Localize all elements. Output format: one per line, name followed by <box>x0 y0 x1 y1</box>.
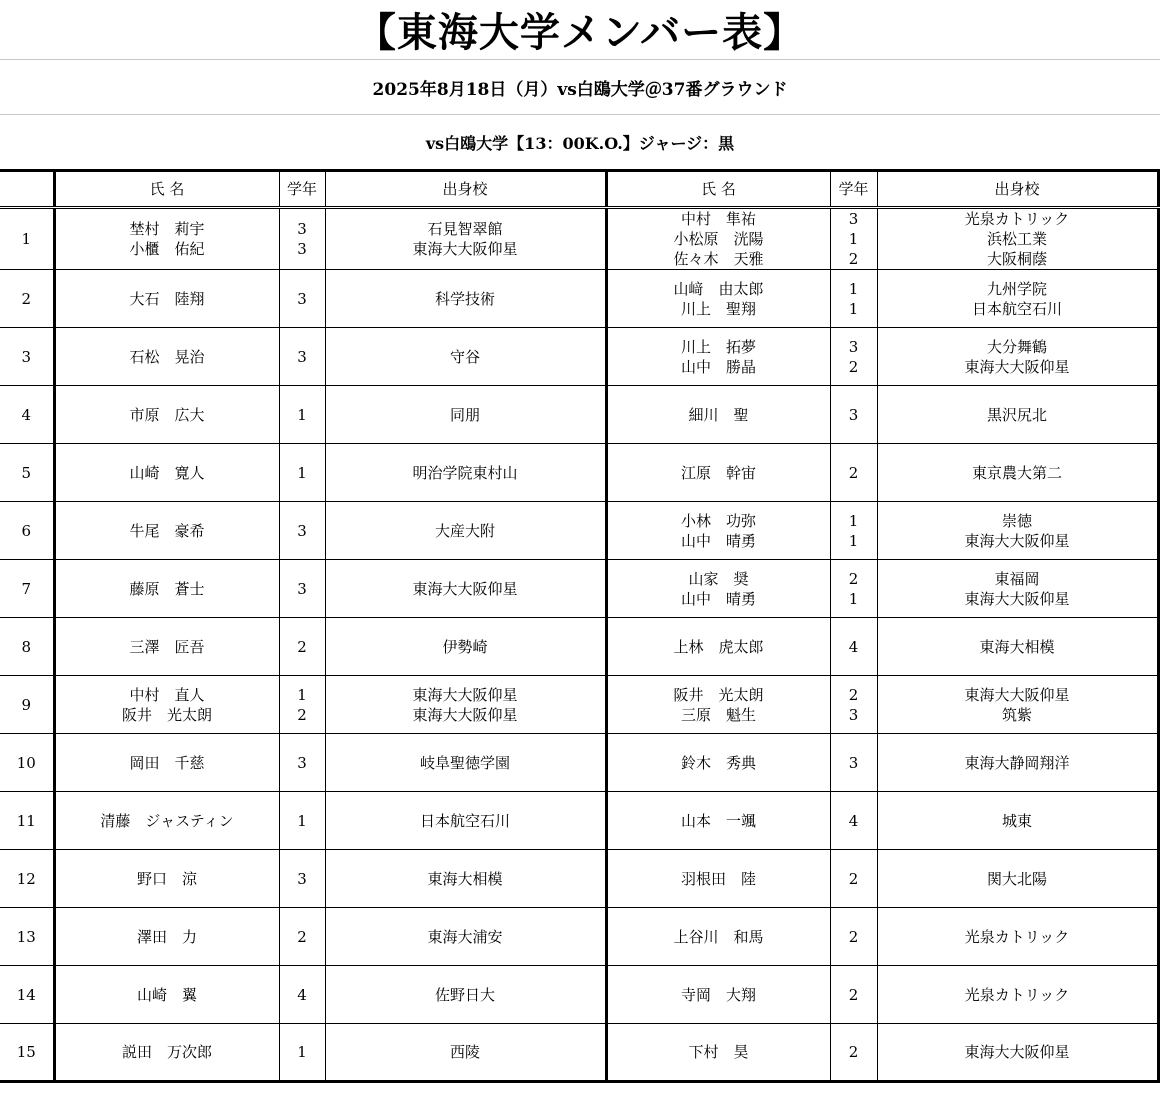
table-row <box>0 502 1158 560</box>
starter-school-cell <box>325 328 606 386</box>
player-school: 浜松工業 <box>986 230 1047 248</box>
table-row <box>0 792 1158 850</box>
player-grade: 2 <box>848 927 859 946</box>
player-school: 明治学院東村山 <box>412 463 518 482</box>
starter-school-cell <box>325 560 606 618</box>
sub-name-cell <box>606 560 830 618</box>
player-school: 光泉カトリック <box>964 210 1070 228</box>
sub-name-cell <box>606 850 830 908</box>
player-school: 東海大浦安 <box>427 927 503 946</box>
sub-school-cell <box>877 850 1158 908</box>
starter-name-cell <box>54 502 279 560</box>
sub-name-cell <box>606 386 830 444</box>
row-number: 3 <box>0 328 54 386</box>
sub-grade-cell <box>830 676 877 734</box>
player-school: 日本航空石川 <box>419 811 510 830</box>
row-number: 15 <box>0 1024 54 1082</box>
player-name: 上谷川 和馬 <box>673 927 764 946</box>
player-school: 東海大大阪仰星 <box>412 685 518 704</box>
player-name: 埜村 莉宇 <box>129 220 205 238</box>
sub-school-cell <box>877 676 1158 734</box>
sub-name-cell <box>606 1024 830 1082</box>
player-school: 科学技術 <box>434 289 495 308</box>
player-school: 大産大附 <box>434 521 495 540</box>
player-school: 城東 <box>1001 811 1032 830</box>
row-number: 13 <box>0 908 54 966</box>
sub-school-cell <box>877 328 1158 386</box>
player-school: 佐野日大 <box>434 985 495 1004</box>
player-name: 小櫃 佑紀 <box>129 240 205 258</box>
sub-name-cell <box>606 618 830 676</box>
player-name: 山中 晴勇 <box>680 531 756 550</box>
starter-grade-cell <box>279 908 325 966</box>
row-number: 5 <box>0 444 54 502</box>
player-school: 関大北陽 <box>986 869 1047 888</box>
player-school: 東海大相模 <box>979 637 1055 656</box>
player-name: 川上 聖翔 <box>680 299 756 318</box>
player-school: 大分舞鶴 <box>986 337 1047 356</box>
sub-grade-cell <box>830 1024 877 1082</box>
player-grade: 4 <box>297 985 307 1004</box>
table-row <box>0 328 1158 386</box>
player-name: 山中 勝晶 <box>680 357 756 376</box>
sub-school-cell <box>877 208 1158 270</box>
player-grade: 4 <box>848 811 859 830</box>
starter-school-cell <box>325 908 606 966</box>
row-number: 4 <box>0 386 54 444</box>
player-grade: 1 <box>848 511 859 530</box>
starter-school-cell <box>325 502 606 560</box>
player-name: 小林 功弥 <box>680 511 756 530</box>
player-name: 大石 陸翔 <box>129 289 205 308</box>
table-row <box>0 734 1158 792</box>
player-school: 日本航空石川 <box>971 299 1062 318</box>
sub-school-cell <box>877 734 1158 792</box>
sub-grade-cell <box>830 850 877 908</box>
player-name: 阪井 光太朗 <box>121 705 212 724</box>
player-school: 東海大大阪仰星 <box>412 705 518 724</box>
starter-grade-cell <box>279 386 325 444</box>
starter-school-cell <box>325 270 606 328</box>
player-grade: 4 <box>848 637 859 656</box>
player-school: 東海大大阪仰星 <box>964 531 1070 550</box>
starter-grade-cell <box>279 208 325 270</box>
player-name: 寺岡 大翔 <box>680 985 756 1004</box>
player-school: 九州学院 <box>986 279 1047 298</box>
starter-name-cell <box>54 618 279 676</box>
sub-name-cell <box>606 676 830 734</box>
player-school: 同朋 <box>449 405 480 424</box>
sub-school-cell <box>877 1024 1158 1082</box>
starter-school-cell <box>325 618 606 676</box>
player-grade: 2 <box>848 985 859 1004</box>
starter-grade-cell <box>279 560 325 618</box>
player-name: 山本 一颯 <box>680 811 756 830</box>
sub-school-cell <box>877 792 1158 850</box>
starter-school-cell <box>325 208 606 270</box>
sub-name-cell <box>606 966 830 1024</box>
player-grade: 1 <box>297 811 307 830</box>
table-row <box>0 676 1158 734</box>
sub-school-cell <box>877 908 1158 966</box>
player-school: 筑紫 <box>1001 705 1032 724</box>
player-name: 羽根田 陸 <box>680 869 756 888</box>
starter-name-cell <box>54 792 279 850</box>
table-row <box>0 560 1158 618</box>
player-name: 岡田 千慈 <box>129 753 205 772</box>
row-number: 7 <box>0 560 54 618</box>
player-school: 東海大静岡翔洋 <box>964 753 1070 772</box>
player-school: 東海大大阪仰星 <box>964 1043 1070 1061</box>
table-row <box>0 908 1158 966</box>
starter-grade-cell <box>279 328 325 386</box>
table-body <box>0 208 1158 1082</box>
player-school: 東海大大阪仰星 <box>412 240 518 258</box>
table-row <box>0 208 1158 270</box>
player-grade: 2 <box>848 869 859 888</box>
starter-name-cell <box>54 270 279 328</box>
starter-name-cell <box>54 908 279 966</box>
starter-name-cell <box>54 850 279 908</box>
sub-name-cell <box>606 328 830 386</box>
sub-grade-cell <box>830 328 877 386</box>
row-number: 1 <box>0 208 54 270</box>
starter-school-cell <box>325 386 606 444</box>
sub-school-cell <box>877 270 1158 328</box>
player-name: 上林 虎太郎 <box>673 637 764 656</box>
player-grade: 2 <box>297 637 307 656</box>
row-number: 10 <box>0 734 54 792</box>
sub-school-cell <box>877 502 1158 560</box>
player-name: 阪井 光太朗 <box>673 685 764 704</box>
header-sub-grade: 学年 <box>830 171 877 208</box>
sub-school-cell <box>877 444 1158 502</box>
player-school: 石見智翠館 <box>427 220 503 238</box>
sub-grade-cell <box>830 734 877 792</box>
sheet-title: 【東海大学メンバー表】 <box>0 0 1160 60</box>
player-name: 山崎 寛人 <box>129 463 205 482</box>
player-grade: 3 <box>848 405 859 424</box>
player-name: 下村 昊 <box>688 1043 749 1061</box>
player-grade: 1 <box>848 589 859 608</box>
sub-grade-cell <box>830 966 877 1024</box>
starter-grade-cell <box>279 444 325 502</box>
starter-name-cell <box>54 328 279 386</box>
player-grade: 1 <box>297 1043 307 1061</box>
player-school: 東福岡 <box>994 569 1040 588</box>
player-school: 黒沢尻北 <box>986 405 1047 424</box>
sub-school-cell <box>877 618 1158 676</box>
player-grade: 3 <box>297 579 307 598</box>
starter-name-cell <box>54 560 279 618</box>
player-school: 光泉カトリック <box>964 927 1070 946</box>
player-grade: 3 <box>297 220 307 238</box>
starter-school-cell <box>325 1024 606 1082</box>
header-starter-school: 出身校 <box>325 171 606 208</box>
player-name: 澤田 力 <box>136 927 197 946</box>
player-grade: 3 <box>297 521 307 540</box>
starter-name-cell <box>54 444 279 502</box>
sub-grade-cell <box>830 908 877 966</box>
starter-grade-cell <box>279 850 325 908</box>
player-grade: 1 <box>297 463 307 482</box>
player-grade: 2 <box>848 1043 859 1061</box>
sub-grade-cell <box>830 208 877 270</box>
player-name: 中村 直人 <box>129 685 205 704</box>
sub-name-cell <box>606 444 830 502</box>
player-name: 野口 涼 <box>136 869 197 888</box>
starter-grade-cell <box>279 1024 325 1082</box>
player-grade: 3 <box>297 753 307 772</box>
player-name: 三原 魁生 <box>680 705 756 724</box>
player-grade: 2 <box>848 463 859 482</box>
header-starter-name: 氏 名 <box>54 171 279 208</box>
header-starter-grade: 学年 <box>279 171 325 208</box>
starter-grade-cell <box>279 734 325 792</box>
player-name: 説田 万次郎 <box>121 1043 212 1061</box>
player-name: 山﨑 由太郎 <box>673 279 764 298</box>
sub-school-cell <box>877 386 1158 444</box>
player-name: 清藤 ジャスティン <box>100 811 234 830</box>
starter-name-cell <box>54 208 279 270</box>
sub-school-cell <box>877 560 1158 618</box>
table-row <box>0 618 1158 676</box>
sub-name-cell <box>606 502 830 560</box>
player-grade: 3 <box>297 240 307 258</box>
player-grade: 3 <box>848 210 859 228</box>
sub-grade-cell <box>830 618 877 676</box>
player-name: 牛尾 豪希 <box>129 521 205 540</box>
starter-school-cell <box>325 850 606 908</box>
row-number: 9 <box>0 676 54 734</box>
player-name: 山家 奨 <box>688 569 749 588</box>
sub-grade-cell <box>830 386 877 444</box>
sub-name-cell <box>606 208 830 270</box>
player-school: 崇徳 <box>1001 511 1032 530</box>
player-name: 藤原 蒼士 <box>129 579 205 598</box>
starter-grade-cell <box>279 676 325 734</box>
player-school: 東海大相模 <box>427 869 503 888</box>
starter-grade-cell <box>279 966 325 1024</box>
header-number <box>0 171 54 208</box>
table-row <box>0 850 1158 908</box>
table-row <box>0 386 1158 444</box>
player-name: 山中 晴勇 <box>680 589 756 608</box>
player-grade: 3 <box>848 337 859 356</box>
player-grade: 2 <box>297 705 307 724</box>
starter-grade-cell <box>279 502 325 560</box>
starter-name-cell <box>54 386 279 444</box>
starter-school-cell <box>325 444 606 502</box>
starter-school-cell <box>325 734 606 792</box>
player-school: 東海大大阪仰星 <box>412 579 518 598</box>
starter-name-cell <box>54 676 279 734</box>
member-table-container <box>0 169 1160 1083</box>
player-grade: 2 <box>848 685 859 704</box>
player-name: 江原 幹宙 <box>680 463 756 482</box>
starter-grade-cell <box>279 618 325 676</box>
player-school: 東京農大第二 <box>971 463 1062 482</box>
row-number: 12 <box>0 850 54 908</box>
sub-name-cell <box>606 734 830 792</box>
player-name: 佐々木 天雅 <box>673 250 764 268</box>
member-table <box>0 169 1160 1083</box>
starter-name-cell <box>54 966 279 1024</box>
player-grade: 2 <box>848 569 859 588</box>
player-grade: 1 <box>848 299 859 318</box>
starter-school-cell <box>325 676 606 734</box>
player-school: 西陵 <box>449 1043 480 1061</box>
player-grade: 1 <box>848 279 859 298</box>
row-number: 11 <box>0 792 54 850</box>
player-grade: 3 <box>848 705 859 724</box>
player-name: 鈴木 秀典 <box>680 753 756 772</box>
player-grade: 2 <box>297 927 307 946</box>
row-number: 2 <box>0 270 54 328</box>
sub-school-cell <box>877 966 1158 1024</box>
starter-school-cell <box>325 966 606 1024</box>
table-row <box>0 444 1158 502</box>
player-name: 市原 広大 <box>129 405 205 424</box>
player-name: 小松原 洸陽 <box>673 230 764 248</box>
player-grade: 3 <box>297 289 307 308</box>
player-grade: 3 <box>297 347 307 366</box>
player-name: 細川 聖 <box>688 405 749 424</box>
player-grade: 1 <box>848 531 859 550</box>
player-name: 川上 拓夢 <box>680 337 756 356</box>
table-row <box>0 1024 1158 1082</box>
player-school: 大阪桐蔭 <box>986 250 1047 268</box>
match-date-venue: 2025年8月18日（月）vs白鴎大学＠37番グラウンド <box>0 61 1160 115</box>
sub-name-cell <box>606 270 830 328</box>
player-school: 守谷 <box>449 347 480 366</box>
table-header-row <box>0 171 1158 208</box>
player-grade: 2 <box>848 250 859 268</box>
match-kickoff-jersey: vs白鴎大学【13：00K.O.】ジャージ：黒 <box>425 134 735 153</box>
starter-grade-cell <box>279 792 325 850</box>
player-grade: 1 <box>297 405 307 424</box>
player-school: 岐阜聖徳学園 <box>419 753 510 772</box>
player-name: 石松 晃治 <box>129 347 205 366</box>
player-grade: 2 <box>848 357 859 376</box>
sub-grade-cell <box>830 444 877 502</box>
sub-grade-cell <box>830 560 877 618</box>
row-number: 8 <box>0 618 54 676</box>
table-row <box>0 966 1158 1024</box>
sub-grade-cell <box>830 792 877 850</box>
starter-name-cell <box>54 1024 279 1082</box>
player-name: 中村 隼祐 <box>680 210 756 228</box>
starter-name-cell <box>54 734 279 792</box>
table-row <box>0 270 1158 328</box>
player-school: 光泉カトリック <box>964 985 1070 1004</box>
row-number: 6 <box>0 502 54 560</box>
player-school: 東海大大阪仰星 <box>964 685 1070 704</box>
player-school: 伊勢崎 <box>442 637 488 656</box>
starter-grade-cell <box>279 270 325 328</box>
player-grade: 3 <box>848 753 859 772</box>
player-grade: 1 <box>848 230 859 248</box>
player-name: 山崎 翼 <box>136 985 197 1004</box>
row-number: 14 <box>0 966 54 1024</box>
sub-name-cell <box>606 908 830 966</box>
sub-grade-cell <box>830 270 877 328</box>
starter-school-cell <box>325 792 606 850</box>
player-school: 東海大大阪仰星 <box>964 589 1070 608</box>
player-grade: 1 <box>297 685 307 704</box>
sub-grade-cell <box>830 502 877 560</box>
header-sub-name: 氏 名 <box>606 171 830 208</box>
sub-name-cell <box>606 792 830 850</box>
player-name: 三澤 匠吾 <box>129 637 205 656</box>
player-school: 東海大大阪仰星 <box>964 357 1070 376</box>
player-grade: 3 <box>297 869 307 888</box>
header-sub-school: 出身校 <box>877 171 1158 208</box>
